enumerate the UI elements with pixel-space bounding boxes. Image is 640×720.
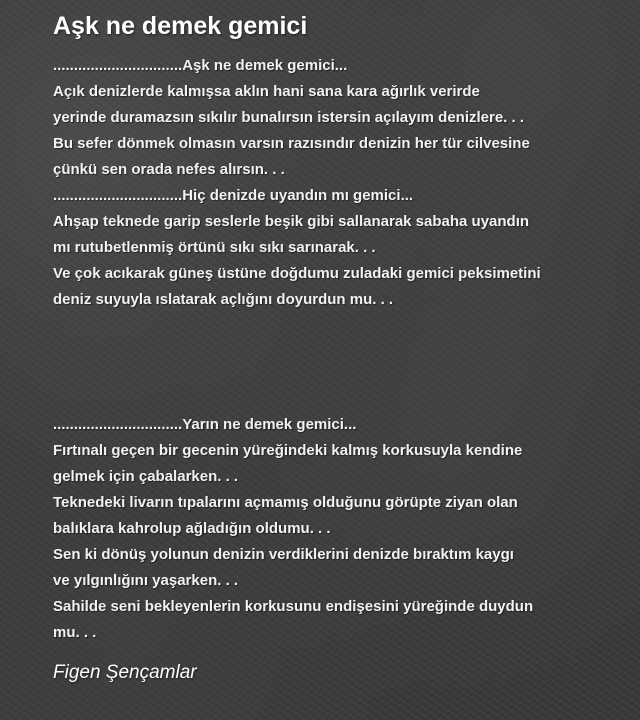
poem-line: gelmek için çabalarken. . . (53, 468, 239, 485)
poem-author: Figen Şençamlar (53, 662, 197, 683)
poem-line: mı rutubetlenmiş örtünü sıkı sıkı sarınarak. . . (53, 239, 376, 256)
poem-line: Teknedeki livarın tıpalarını açmamış olduğunu görüpte ziyan olan (53, 494, 518, 511)
poem-line: ...............................Yarın ne demek gemici... (53, 416, 357, 433)
poem-line: Ve çok acıkarak güneş üstüne doğdumu zuladaki gemici peksimetini (53, 265, 541, 282)
poem-line: Ahşap teknede garip seslerle beşik gibi sallanarak sabaha uyandın (53, 213, 530, 230)
poem-line: ve yılgınlığını yaşarken. . . (53, 572, 239, 589)
poem-line: Açık denizlerde kalmışsa aklın hani sana kara ağırlık verirde (53, 83, 480, 100)
poem-line: Sen ki dönüş yolunun denizin verdiklerini denizde bıraktım kaygı (53, 546, 514, 563)
poem-line: deniz suyuyla ıslatarak açlığını doyurdun mu. . . (53, 291, 394, 308)
poem-line: yerinde duramazsın sıkılır bunalırsın istersin açılayım denizlere. . . (53, 109, 525, 126)
poem-line: Bu sefer dönmek olmasın varsın razısındır denizin her tür cilvesine (53, 135, 530, 152)
poem-stanza-2 (53, 412, 533, 646)
poem-line: Sahilde seni bekleyenlerin korkusunu endişesini yüreğinde duydun (53, 598, 534, 615)
poem-stanza-1 (53, 53, 541, 313)
poem-line: ...............................Aşk ne demek gemici... (53, 57, 348, 74)
poem-line: çünkü sen orada nefes alırsın. . . (53, 161, 285, 178)
poem-title: Aşk ne demek gemici (53, 12, 308, 40)
poem-line: balıklara kahrolup ağladığın oldumu. . . (53, 520, 331, 537)
poem-line: Fırtınalı geçen bir gecenin yüreğindeki kalmış korkusuyla kendine (53, 442, 523, 459)
poem-line: mu. . . (53, 624, 97, 641)
poem-line: ...............................Hiç denizde uyandın mı gemici... (53, 187, 414, 204)
